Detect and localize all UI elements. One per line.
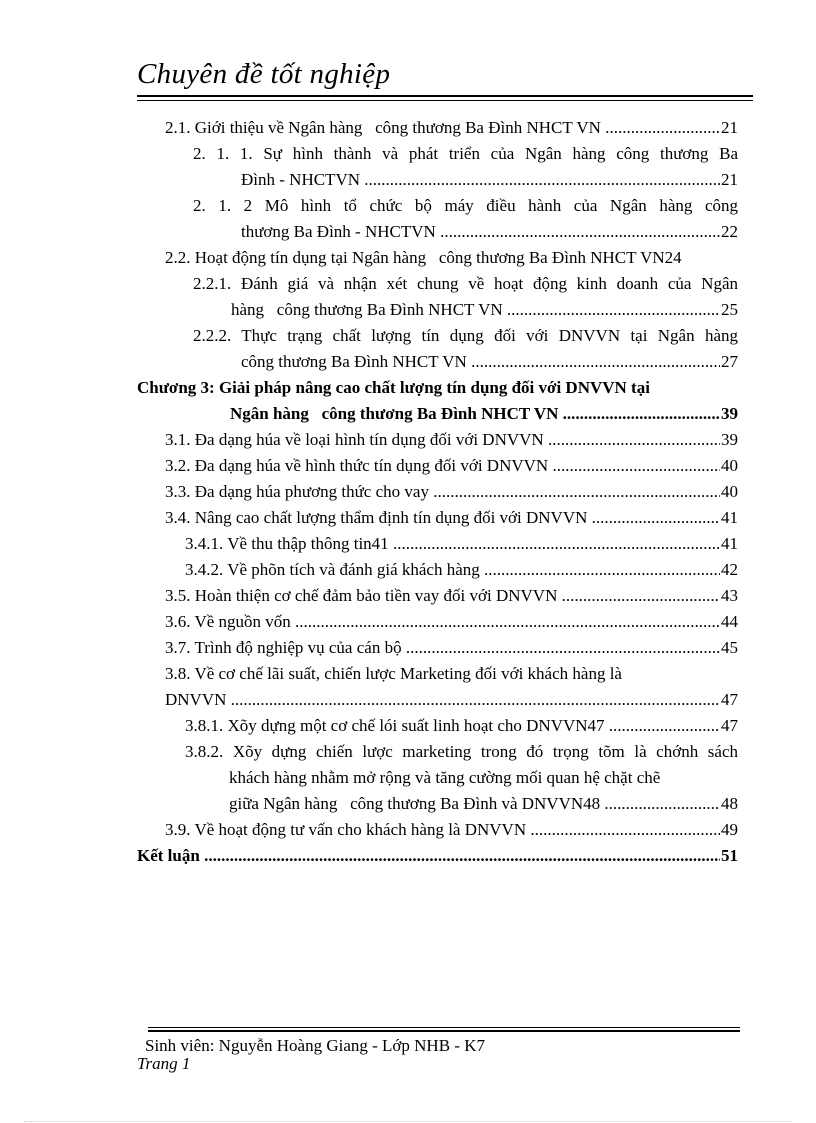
toc-page-number: 40 xyxy=(721,482,738,501)
footer-page-label: Trang 1 xyxy=(137,1054,191,1073)
toc-page-number: 45 xyxy=(721,638,738,657)
header-rule-thick xyxy=(137,95,753,97)
toc-page-number: 48 xyxy=(721,794,738,813)
toc-leader-dots xyxy=(393,531,720,557)
toc-page-number: 27 xyxy=(721,352,738,371)
toc-entry-text: Đình - NHCTVN xyxy=(241,170,365,189)
toc-entry-3-8[interactable] xyxy=(165,661,738,713)
toc-page-number: 39 xyxy=(721,404,738,423)
toc-page-number: 42 xyxy=(721,560,738,579)
toc-entry-text: 3.8.1. Xõy dựng một cơ chế lói suất linh hoạt cho DNVVN47 xyxy=(185,716,609,735)
toc-page-number: 51 xyxy=(721,846,738,865)
toc-page-number: 44 xyxy=(721,612,738,631)
toc-leader-dots xyxy=(552,453,720,479)
toc-page-number: 47 xyxy=(721,690,738,709)
toc-page-number: 40 xyxy=(721,456,738,475)
toc-leader-dots xyxy=(548,427,720,453)
toc-entry-text: 2. 1. 1. Sự hình thành và phát triển của Ngân hàng công thương Ba xyxy=(193,144,738,163)
toc-entry-3-5[interactable] xyxy=(165,583,738,609)
toc-leader-dots xyxy=(295,609,720,635)
toc-entry-text: 3.3. Đa dạng húa phương thức cho vay xyxy=(165,482,434,501)
toc-leader-dots xyxy=(605,115,720,141)
toc-leader-dots xyxy=(530,817,720,843)
toc-leader-dots xyxy=(406,635,720,661)
toc-entry-text: thương Ba Đình - NHCTVN xyxy=(241,222,441,241)
toc-entry-text: Kết luận xyxy=(137,846,205,865)
toc-leader-dots xyxy=(563,401,720,427)
toc-entry-conclusion[interactable] xyxy=(137,843,738,869)
toc-entry-text: 3.7. Trình độ nghiệp vụ của cán bộ xyxy=(165,638,406,657)
toc-page-number: 49 xyxy=(721,820,738,839)
toc-leader-dots xyxy=(592,505,720,531)
toc-entry-text: 2.2.2. Thực trạng chất lượng tín dụng đối với DNVVN tại Ngân hàng xyxy=(193,326,738,345)
toc-entry-2-2-2[interactable] xyxy=(193,323,738,375)
toc-entry-3-4-1[interactable] xyxy=(185,531,738,557)
toc-entry-2-2-1[interactable] xyxy=(193,271,738,323)
toc-entry-2-1-2[interactable] xyxy=(193,193,738,245)
toc-entry-text: 3.1. Đa dạng húa về loại hình tín dụng đối với DNVVN xyxy=(165,430,548,449)
toc-entry-3-1[interactable] xyxy=(165,427,738,453)
toc-leader-dots xyxy=(204,843,720,869)
toc-leader-dots xyxy=(440,219,720,245)
toc-entry-text: 2.2. Hoạt động tín dụng tại Ngân hàng công thương Ba Đình NHCT VN24 xyxy=(165,248,682,267)
toc-entry-2-1[interactable] xyxy=(165,115,738,141)
toc-entry-text: 3.8. Về cơ chế lãi suất, chiến lược Marketing đối với khách hàng là xyxy=(165,664,622,683)
toc-leader-dots xyxy=(507,297,720,323)
toc-entry-text: 3.4. Nâng cao chất lượng thẩm định tín dụng đối với DNVVN xyxy=(165,508,592,527)
toc-entry-3-2[interactable] xyxy=(165,453,738,479)
toc-entry-text: Chương 3: Giải pháp nâng cao chất lượng tín dụng đối với DNVVN tại xyxy=(137,378,650,397)
toc-entry-3-4[interactable] xyxy=(165,505,738,531)
toc-page-number: 21 xyxy=(721,118,738,137)
toc-leader-dots xyxy=(364,167,720,193)
toc-entry-chapter-3[interactable] xyxy=(137,375,738,427)
page-header-title: Chuyên đề tốt nghiệp xyxy=(137,58,391,90)
toc-page-number: 21 xyxy=(721,170,738,189)
toc-entry-text: 3.4.1. Về thu thập thông tin41 xyxy=(185,534,393,553)
toc-entry-3-4-2[interactable] xyxy=(185,557,738,583)
toc-page-number: 47 xyxy=(721,716,738,735)
header-rule-thin xyxy=(137,100,753,101)
toc-entry-3-3[interactable] xyxy=(165,479,738,505)
toc-leader-dots xyxy=(604,791,720,817)
toc-page-number: 22 xyxy=(721,222,738,241)
footer-student-info: Sinh viên: Nguyễn Hoàng Giang - Lớp NHB - K7 xyxy=(145,1036,485,1055)
toc-entry-text: 3.2. Đa dạng húa về hình thức tín dụng đối với DNVVN xyxy=(165,456,553,475)
toc-entry-3-8-2[interactable] xyxy=(185,739,738,817)
toc-entry-text: 2. 1. 2 Mô hình tổ chức bộ máy điều hành của Ngân hàng công xyxy=(193,196,738,215)
toc-entry-2-1-1[interactable] xyxy=(193,141,738,193)
toc-entry-text: 3.5. Hoàn thiện cơ chế đảm bảo tiền vay đối với DNVVN xyxy=(165,586,562,605)
page-bottom-edge xyxy=(24,1121,792,1122)
toc-entry-2-2[interactable] xyxy=(165,245,755,271)
footer-rule-thick xyxy=(148,1030,740,1032)
toc-page-number: 41 xyxy=(721,534,738,553)
toc-entry-text: công thương Ba Đình NHCT VN xyxy=(241,352,472,371)
toc-entry-3-7[interactable] xyxy=(165,635,738,661)
toc-leader-dots xyxy=(231,687,720,713)
toc-page-number: 41 xyxy=(721,508,738,527)
toc-entry-text: 3.9. Về hoạt động tư vấn cho khách hàng là DNVVN xyxy=(165,820,531,839)
toc-entry-3-6[interactable] xyxy=(165,609,738,635)
toc-leader-dots xyxy=(562,583,720,609)
toc-leader-dots xyxy=(471,349,720,375)
toc-entry-3-9[interactable] xyxy=(165,817,738,843)
footer-rule-thin xyxy=(148,1027,740,1028)
toc-page-number: 43 xyxy=(721,586,738,605)
toc-entry-text: 2.1. Giới thiệu về Ngân hàng công thương Ba Đình NHCT VN xyxy=(165,118,606,137)
toc-entry-text: 3.6. Về nguồn vốn xyxy=(165,612,296,631)
toc-entry-text: giữa Ngân hàng công thương Ba Đình và DNVVN48 xyxy=(229,794,605,813)
toc-leader-dots xyxy=(609,713,720,739)
toc-entry-text: 2.2.1. Đánh giá và nhận xét chung về hoạt động kinh doanh của Ngân xyxy=(193,274,738,293)
toc-entry-text: hàng công thương Ba Đình NHCT VN xyxy=(231,300,507,319)
toc-page-number: 39 xyxy=(721,430,738,449)
toc-entry-text: 3.8.2. Xõy dựng chiến lược marketing trong đó trọng tõm là chớnh sách xyxy=(185,742,738,761)
toc-entry-text: DNVVN xyxy=(165,690,231,709)
toc-entry-text: 3.4.2. Về phõn tích và đánh giá khách hàng xyxy=(185,560,485,579)
toc-leader-dots xyxy=(433,479,720,505)
toc-page-number: 25 xyxy=(721,300,738,319)
toc-entry-3-8-1[interactable] xyxy=(185,713,738,739)
toc-leader-dots xyxy=(484,557,720,583)
toc-entry-text: khách hàng nhằm mở rộng và tăng cường mối quan hệ chặt chẽ xyxy=(229,768,661,787)
toc-entry-text: Ngân hàng công thương Ba Đình NHCT VN xyxy=(230,404,563,423)
